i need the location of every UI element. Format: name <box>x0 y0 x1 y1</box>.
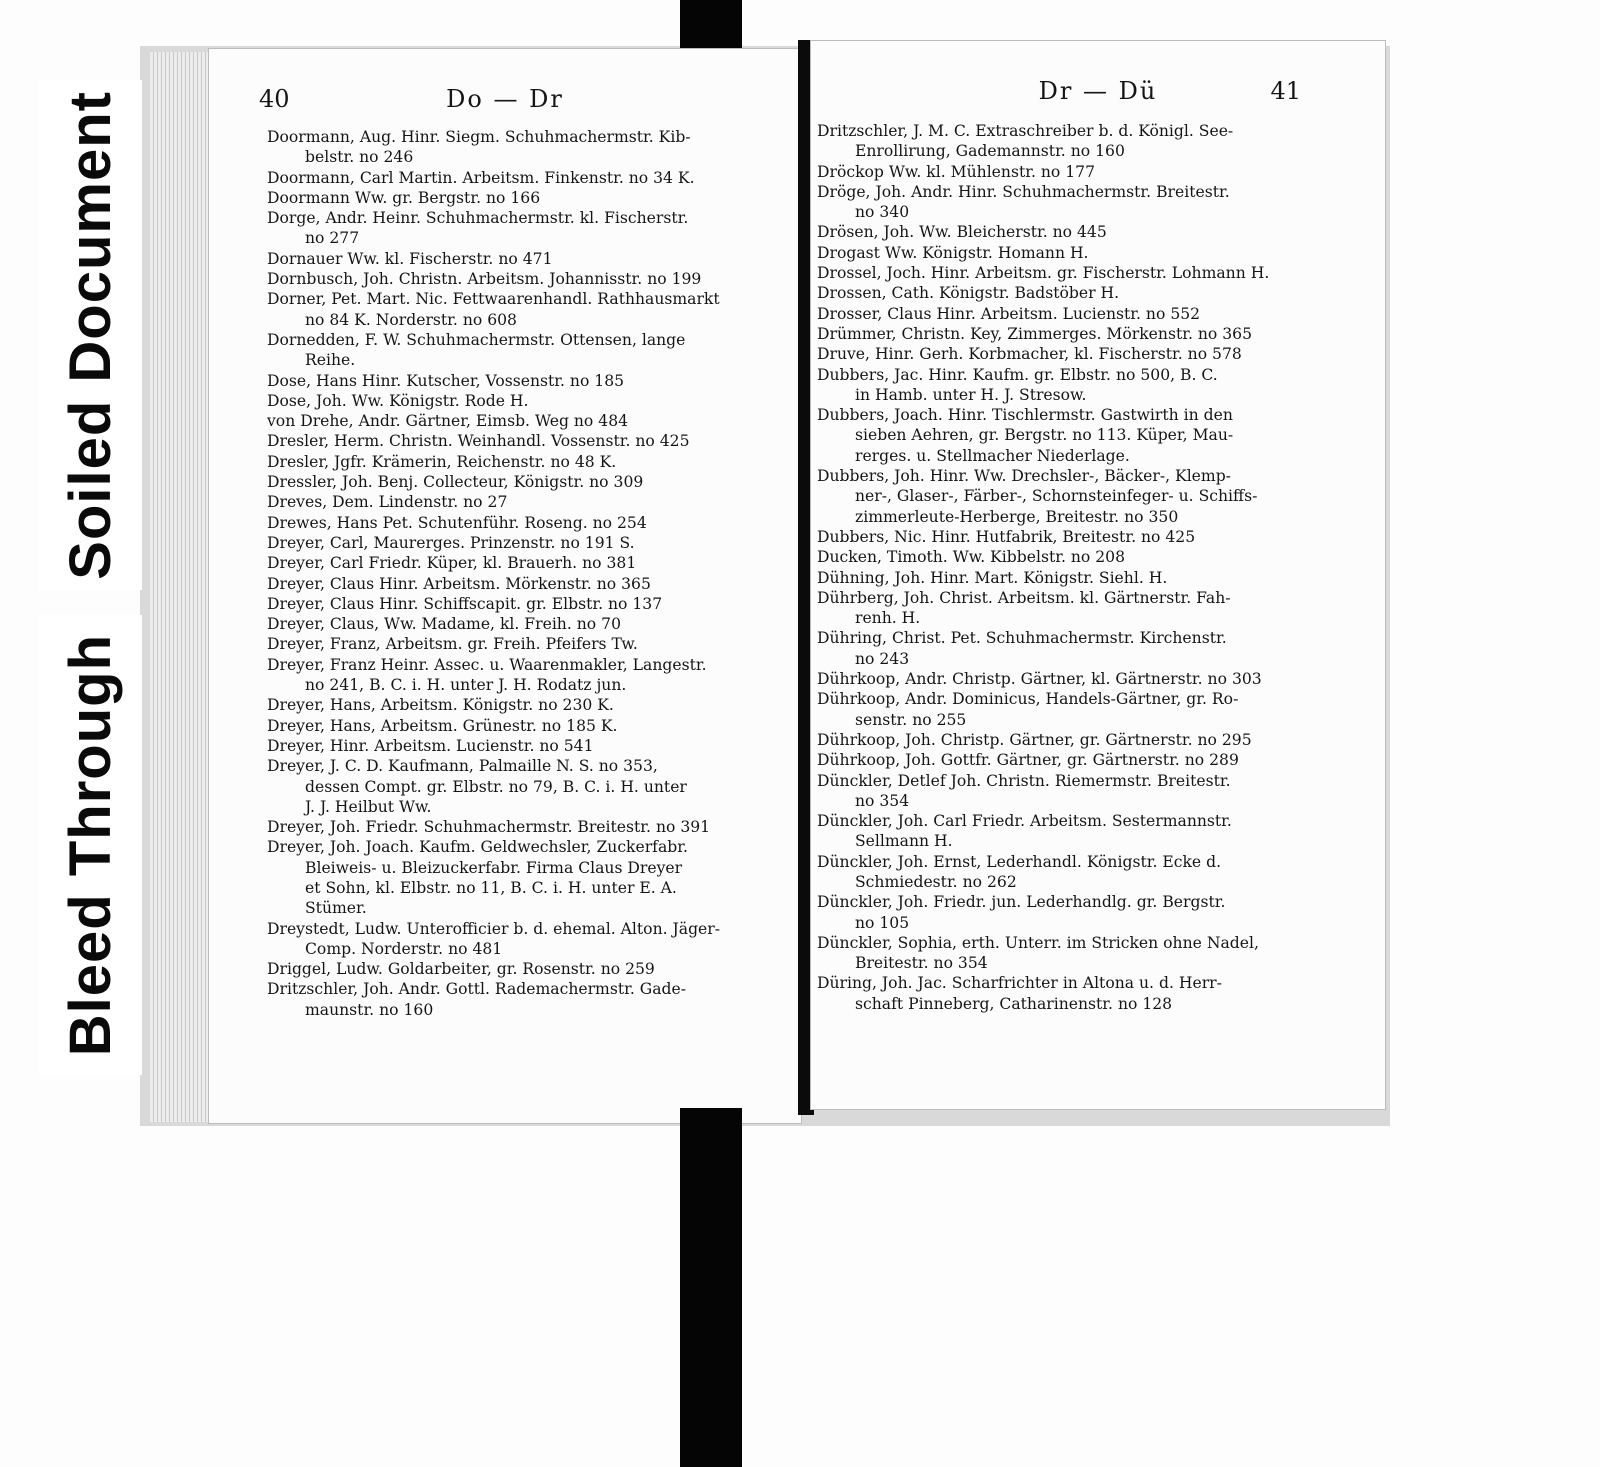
entry-line: Doormann Ww. gr. Bergstr. no 166 <box>267 188 541 207</box>
entry-line: Drosser, Claus Hinr. Arbeitsm. Lucienstr. no 552 <box>817 304 1201 323</box>
directory-entry <box>817 588 1373 629</box>
directory-entry <box>267 736 792 756</box>
directory-entry <box>817 892 1373 933</box>
directory-entry <box>817 283 1373 303</box>
entry-line: Drogast Ww. Königstr. Homann H. <box>817 243 1089 262</box>
entry-continuation-line: Enrollirung, Gademannstr. no 160 <box>855 142 1125 161</box>
entry-line: Driggel, Ludw. Goldarbeiter, gr. Rosenstr. no 259 <box>267 960 655 979</box>
directory-entry <box>817 669 1373 689</box>
entry-line: Dorner, Pet. Mart. Nic. Fettwaarenhandl. Rathhausmarkt <box>267 290 720 309</box>
entry-continuation-line: zimmerleute-Herberge, Breitestr. no 350 <box>855 507 1179 526</box>
directory-entry <box>267 208 792 249</box>
directory-entry <box>267 472 792 492</box>
directory-entry <box>267 431 792 451</box>
entry-line: Dreyer, Joh. Joach. Kaufm. Geldwechsler, Zuckerfabr. <box>267 838 688 857</box>
directory-entry <box>267 289 792 330</box>
entry-line: Dreyer, Franz, Arbeitsm. gr. Freih. Pfeifers Tw. <box>267 635 638 654</box>
directory-entry <box>817 547 1373 567</box>
entry-line: Dühning, Joh. Hinr. Mart. Königstr. Siehl. H. <box>817 568 1168 587</box>
directory-entry <box>267 837 792 918</box>
entry-line: Dünckler, Detlef Joh. Christn. Riemermstr. Breitestr. <box>817 771 1231 790</box>
entry-line: Düring, Joh. Jac. Scharfrichter in Altona u. d. Herr- <box>817 974 1222 993</box>
entry-line: Dünckler, Joh. Friedr. jun. Lederhandlg. gr. Bergstr. <box>817 893 1226 912</box>
directory-entry <box>267 655 792 696</box>
entry-line: Dröge, Joh. Andr. Hinr. Schuhmachermstr. Breitestr. <box>817 182 1230 201</box>
directory-entry <box>817 182 1373 223</box>
directory-entry <box>267 533 792 553</box>
directory-entry <box>817 263 1373 283</box>
entry-continuation-line: no 340 <box>855 203 910 222</box>
entry-line: Dührkoop, Andr. Dominicus, Handels-Gärtner, gr. Ro- <box>817 690 1239 709</box>
directory-entry <box>267 614 792 634</box>
entry-line: Dreyer, Hinr. Arbeitsm. Lucienstr. no 541 <box>267 736 594 755</box>
entry-line: Dreyer, Hans, Arbeitsm. Königstr. no 230 K. <box>267 696 614 715</box>
directory-entry <box>267 919 792 960</box>
entry-line: Dreystedt, Ludw. Unterofficier b. d. ehemal. Alton. Jäger- <box>267 919 721 938</box>
entry-line: Dressler, Joh. Benj. Collecteur, Königstr. no 309 <box>267 473 644 492</box>
entry-line: Dreves, Dem. Lindenstr. no 27 <box>267 493 508 512</box>
soiled-document-text: Soiled Document <box>57 90 123 580</box>
directory-entry <box>267 411 792 431</box>
entry-line: Ducken, Timoth. Ww. Kibbelstr. no 208 <box>817 548 1126 567</box>
directory-entry <box>267 553 792 573</box>
directory-entry <box>267 574 792 594</box>
directory-entry <box>267 127 792 168</box>
entry-continuation-line: no 277 <box>305 229 360 248</box>
directory-entry <box>817 771 1373 812</box>
entry-line: Dreyer, Carl, Maurerges. Prinzenstr. no 191 S. <box>267 533 635 552</box>
entry-continuation-line: Comp. Norderstr. no 481 <box>305 939 503 958</box>
directory-entry <box>817 243 1373 263</box>
entry-line: Dreyer, Franz Heinr. Assec. u. Waarenmakler, Langestr. <box>267 655 707 674</box>
directory-entry <box>817 852 1373 893</box>
entry-line: Dritzschler, Joh. Andr. Gottl. Rademachermstr. Gade- <box>267 980 686 999</box>
entry-line: Dreyer, Claus, Ww. Madame, kl. Freih. no 70 <box>267 615 621 634</box>
entry-line: Dreyer, Claus Hinr. Schiffscapit. gr. Elbstr. no 137 <box>267 594 663 613</box>
entry-continuation-line: no 84 K. Norderstr. no 608 <box>305 310 517 329</box>
directory-entry <box>817 304 1373 324</box>
entry-continuation-line: schaft Pinneberg, Catharinenstr. no 128 <box>855 994 1173 1013</box>
entry-line: Dritzschler, J. M. C. Extraschreiber b. d. Königl. See- <box>817 122 1234 140</box>
bleed-through-stamp <box>38 615 142 1075</box>
directory-entry <box>267 716 792 736</box>
entry-continuation-line: et Sohn, kl. Elbstr. no 11, B. C. i. H. unter E. A. <box>305 878 677 897</box>
directory-entry <box>267 249 792 269</box>
entry-line: Dreyer, Claus Hinr. Arbeitsm. Mörkenstr. no 365 <box>267 574 651 593</box>
entry-line: Drewes, Hans Pet. Schutenführ. Roseng. no 254 <box>267 513 647 532</box>
directory-entry <box>267 452 792 472</box>
directory-entry <box>817 121 1373 162</box>
directory-entry <box>267 188 792 208</box>
directory-entry <box>817 811 1373 852</box>
entry-line: Dornbusch, Joh. Christn. Arbeitsm. Johannisstr. no 199 <box>267 270 702 289</box>
black-tab-top <box>680 0 742 48</box>
entry-continuation-line: renh. H. <box>855 609 921 628</box>
entry-line: Dose, Hans Hinr. Kutscher, Vossenstr. no 185 <box>267 371 625 390</box>
soiled-document-stamp <box>38 80 142 590</box>
entry-line: Dünckler, Joh. Carl Friedr. Arbeitsm. Sestermannstr. <box>817 812 1232 831</box>
right-page-header <box>811 77 1385 113</box>
entry-line: Dührkoop, Joh. Christp. Gärtner, gr. Gärtnerstr. no 295 <box>817 730 1252 749</box>
entry-continuation-line: no 354 <box>855 791 910 810</box>
entry-continuation-line: Breitestr. no 354 <box>855 954 988 973</box>
entry-continuation-line: senstr. no 255 <box>855 710 967 729</box>
directory-entry <box>817 689 1373 730</box>
entry-line: Dose, Joh. Ww. Königstr. Rode H. <box>267 391 529 410</box>
directory-entry <box>817 466 1373 527</box>
entry-continuation-line: Sellmann H. <box>855 832 953 851</box>
right-page-title: Dr — Dü <box>1038 77 1158 105</box>
entry-line: Drossel, Joch. Hinr. Arbeitsm. gr. Fischerstr. Lohmann H. <box>817 264 1270 283</box>
entry-line: Dünckler, Sophia, erth. Unterr. im Stricken ohne Nadel, <box>817 933 1259 952</box>
entry-line: Dreyer, Carl Friedr. Küper, kl. Brauerh. no 381 <box>267 554 637 573</box>
right-page-number: 41 <box>1270 77 1301 105</box>
directory-entry <box>267 979 792 1020</box>
directory-entry <box>817 324 1373 344</box>
entry-continuation-line: belstr. no 246 <box>305 148 414 167</box>
right-entry-list <box>817 121 1373 1014</box>
right-page <box>810 40 1386 1110</box>
entry-continuation-line: Stümer. <box>305 899 367 918</box>
entry-line: Dresler, Herm. Christn. Weinhandl. Vossenstr. no 425 <box>267 432 690 451</box>
entry-line: Dorge, Andr. Heinr. Schuhmachermstr. kl. Fischerstr. <box>267 209 689 228</box>
directory-entry <box>817 527 1373 547</box>
entry-line: Druve, Hinr. Gerh. Korbmacher, kl. Fischerstr. no 578 <box>817 345 1242 364</box>
directory-entry <box>267 330 792 371</box>
entry-line: Dreyer, Joh. Friedr. Schuhmachermstr. Breitestr. no 391 <box>267 818 711 837</box>
left-entry-list <box>267 127 792 1020</box>
entry-line: Dubbers, Jac. Hinr. Kaufm. gr. Elbstr. no 500, B. C. <box>817 365 1218 384</box>
entry-continuation-line: rerges. u. Stellmacher Niederlage. <box>855 446 1130 465</box>
entry-line: Dubbers, Nic. Hinr. Hutfabrik, Breitestr. no 425 <box>817 527 1196 546</box>
directory-entry <box>267 959 792 979</box>
directory-entry <box>267 594 792 614</box>
entry-line: Drossen, Cath. Königstr. Badstöber H. <box>817 284 1120 303</box>
entry-line: Dührkoop, Andr. Christp. Gärtner, kl. Gärtnerstr. no 303 <box>817 670 1262 689</box>
directory-entry <box>267 391 792 411</box>
entry-line: Dühring, Christ. Pet. Schuhmachermstr. Kirchenstr. <box>817 629 1227 648</box>
entry-line: von Drehe, Andr. Gärtner, Eimsb. Weg no 484 <box>267 412 629 431</box>
entry-line: Drösen, Joh. Ww. Bleicherstr. no 445 <box>817 223 1107 242</box>
directory-entry <box>817 628 1373 669</box>
entry-continuation-line: dessen Compt. gr. Elbstr. no 79, B. C. i. H. unter <box>305 777 687 796</box>
entry-line: Dresler, Jgfr. Krämerin, Reichenstr. no 48 K. <box>267 452 617 471</box>
directory-entry <box>817 162 1373 182</box>
directory-entry <box>267 269 792 289</box>
entry-line: Dubbers, Joach. Hinr. Tischlermstr. Gastwirth in den <box>817 406 1233 425</box>
entry-line: Dreyer, J. C. D. Kaufmann, Palmaille N. S. no 353, <box>267 757 658 776</box>
entry-line: Dührberg, Joh. Christ. Arbeitsm. kl. Gärtnerstr. Fah- <box>817 588 1231 607</box>
entry-line: Doormann, Aug. Hinr. Siegm. Schuhmachermstr. Kib- <box>267 128 691 146</box>
entry-continuation-line: ner-, Glaser-, Färber-, Schornsteinfeger- u. Schiffs- <box>855 487 1258 506</box>
entry-line: Dünckler, Joh. Ernst, Lederhandl. Königstr. Ecke d. <box>817 852 1222 871</box>
directory-entry <box>267 634 792 654</box>
directory-entry <box>817 973 1373 1014</box>
entry-continuation-line: in Hamb. unter H. J. Stresow. <box>855 385 1087 404</box>
directory-entry <box>817 568 1373 588</box>
entry-line: Doormann, Carl Martin. Arbeitsm. Finkenstr. no 34 K. <box>267 168 695 187</box>
entry-continuation-line: no 105 <box>855 913 910 932</box>
entry-continuation-line: Bleiweis- u. Bleizuckerfabr. Firma Claus Dreyer <box>305 858 683 877</box>
directory-entry <box>267 817 792 837</box>
entry-line: Dubbers, Joh. Hinr. Ww. Drechsler-, Bäcker-, Klemp- <box>817 467 1231 486</box>
directory-entry <box>267 371 792 391</box>
entry-line: Dreyer, Hans, Arbeitsm. Grünestr. no 185 K. <box>267 716 618 735</box>
left-page-title: Do — Dr <box>446 85 564 113</box>
directory-entry <box>817 222 1373 242</box>
directory-entry <box>267 695 792 715</box>
directory-entry <box>817 750 1373 770</box>
directory-entry <box>267 168 792 188</box>
left-page-number: 40 <box>259 85 290 113</box>
entry-line: Dornedden, F. W. Schuhmachermstr. Ottensen, lange <box>267 330 686 349</box>
entry-continuation-line: no 243 <box>855 649 910 668</box>
directory-entry <box>267 756 792 817</box>
entry-line: Dührkoop, Joh. Gottfr. Gärtner, gr. Gärtnerstr. no 289 <box>817 751 1239 770</box>
entry-line: Dornauer Ww. kl. Fischerstr. no 471 <box>267 249 553 268</box>
entry-continuation-line: maunstr. no 160 <box>305 1000 434 1019</box>
left-page <box>208 48 802 1124</box>
entry-continuation-line: Schmiedestr. no 262 <box>855 872 1017 891</box>
directory-entry <box>267 492 792 512</box>
directory-entry <box>817 933 1373 974</box>
entry-continuation-line: Reihe. <box>305 351 356 370</box>
entry-line: Drümmer, Christn. Key, Zimmerges. Mörkenstr. no 365 <box>817 324 1253 343</box>
directory-entry <box>267 513 792 533</box>
left-page-header <box>209 85 801 121</box>
directory-entry <box>817 405 1373 466</box>
directory-entry <box>817 730 1373 750</box>
directory-entry <box>817 365 1373 406</box>
entry-continuation-line: no 241, B. C. i. H. unter J. H. Rodatz jun. <box>305 676 627 695</box>
black-tab-bottom <box>680 1108 742 1467</box>
directory-entry <box>817 344 1373 364</box>
entry-continuation-line: sieben Aehren, gr. Bergstr. no 113. Küper, Mau- <box>855 426 1234 445</box>
entry-continuation-line: J. J. Heilbut Ww. <box>305 797 432 816</box>
bleed-through-text: Bleed Through <box>57 633 123 1057</box>
entry-line: Dröckop Ww. kl. Mühlenstr. no 177 <box>817 162 1096 181</box>
